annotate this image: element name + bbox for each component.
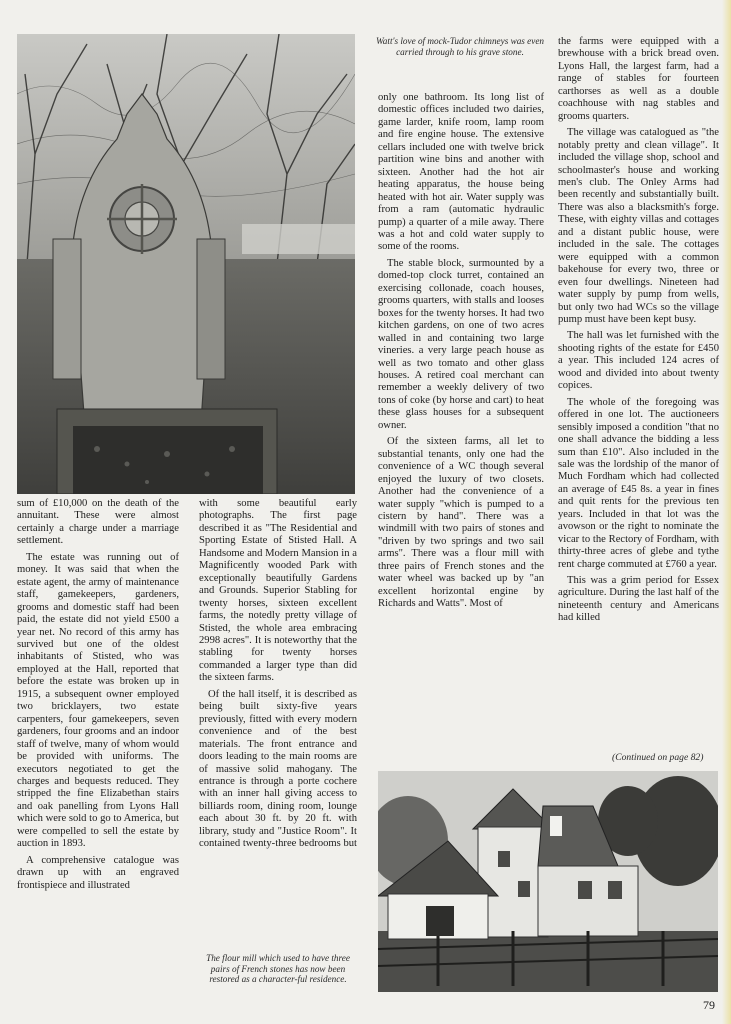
text-column-4 — [558, 36, 719, 625]
paragraph: sum of £10,000 on the death of the annuitant. These were almost certainly a charge under a marriage settlement. — [17, 498, 179, 547]
gravestone-caption: Watt's love of mock-Tudor chimneys was even carried through to his grave stone. — [376, 36, 544, 57]
mill-photo — [378, 771, 718, 992]
paragraph: with some beautiful early photographs. The first page described it as "The Residential and Sporting Estate of Stisted Hall. A Handsome and Modern Mansion in a Magnificently wooded Park with exceptionally beautifully Gardens and Grounds. Superior Stabling for twenty horses, sixteen excellent farms, the notedly pretty village of Stisted, the whole area embracing 2998 acres". It is noteworthy that the stabling for twenty horses commanded a larger type than did the sixteen farms. — [199, 498, 357, 684]
paragraph: The estate was running out of money. It was said that when the estate agent, the army of maintenance staff, gamekeepers, gardeners, grooms and domestic staff had been paid, the estate did not yield £500 a year net. No record of this army has survived but one of the oldest inhabitants of Stisted, who was employed at the Hall, reported that before the estate was broken up in 1915, a subsequent owner employed two bricklayers, two estate carpenters, four gamekeepers, seven gardeners, four grooms and an indoor staff of twelve, many of whom would be provided with uniforms. The executors negotiated to get the charges and bequests reduced. They stripped the fine Elizabethan stairs and oak panelling from Lyons Hall which were sold to go to America, but were compelled to sell the estate by auction in 1893. — [17, 551, 179, 850]
text-column-2 — [199, 498, 357, 851]
paragraph: The stable block, surmounted by a domed-top clock turret, contained an exercising collonade, coach houses, grooms quarters, with stalls and looses boxes for the twenty horses. It had two kitchen gardens, on one of two acres walled in and containing two large vineries. a very large peach house as well as two tomato and other glass houses. A retired coal merchant can remember a weekly delivery of two tons of coke (by horse and cart) to heat these glass houses for a subsequent owner. — [378, 257, 544, 431]
paragraph: The village was catalogued as "the notably pretty and clean village". It included the village shop, school and schoolmaster's house and working men's club. The Onley Arms had been recently and substantially built. There was also a blacksmith's forge. These, with eighty villas and cottages and a distant public house, were included in the sale. The cottages were equipped with a common bakehouse for every two, three or even four dwellings. Nineteen had water supply by pump from wells, but only two had WCs so the village pump must have been kept busy. — [558, 127, 719, 325]
page-number: 79 — [703, 998, 715, 1012]
paragraph: only one bathroom. Its long list of domestic offices included two dairies, game larder, knife room, lamp room and fire engine house. The extensive cellars included one with twelve brick partition wine bins and another with sixteen. Another had the hot air heating apparatus, the house being heated with hot air. Water supply was from a ram (automatic hydraulic pump) a quarter of a mile away. There was a hot and cold water supply to some of the rooms. — [378, 92, 544, 253]
paragraph: the farms were equipped with a brewhouse with a brick bread oven. Lyons Hall, the largest farm, had a range of stables for fourteen carthorses as well as a double coachhouse with nag stables and grooms quarters. — [558, 36, 719, 122]
continued-note: (Continued on page 82) — [612, 752, 704, 763]
paragraph: This was a grim period for Essex agriculture. During the last half of the nineteenth century and Americans had killed — [558, 575, 719, 624]
paragraph: The hall was let furnished with the shooting rights of the estate for £450 a year. This included 124 acres of wood and divided into about twenty copices. — [558, 330, 719, 392]
gravestone-photo — [17, 34, 355, 494]
mill-caption: The flour mill which used to have three pairs of French stones has now been restored as a character-ful residence. — [206, 953, 350, 985]
page-spine-shadow — [722, 0, 731, 1024]
paragraph: Of the hall itself, it is described as being built sixty-five years previously, fitted with every modern convenience and of the best materials. The front entrance and doors leading to the main rooms are of massive solid mahogany. The entrance is through a porte cochere with an inner hall giving access to billiards room, dining room, lounge each about 30 ft. by 20 ft. with library, study and "Justice Room". It contained twenty-three bedrooms but — [199, 688, 357, 850]
text-column-1 — [17, 498, 179, 892]
text-column-3 — [378, 92, 544, 611]
paragraph: A comprehensive catalogue was drawn up with an engraved frontispiece and illustrated — [17, 854, 179, 891]
paragraph: Of the sixteen farms, all let to substantial tenants, only one had the convenience of a WC though several enjoyed the luxury of two closets. Another had the convenience of a water supply "which is pumped to a cistern by hand". There was a windmill with two pairs of stones and "driven by two springs and two sail arms". There was a flour mill with three pairs of French stones and the water wheel was backed up by "an excellent horizontal engine by Richards and Watts". Most of — [378, 436, 544, 610]
paragraph: The whole of the foregoing was offered in one lot. The auctioneers sensibly imposed a condition "that no one shall advance the bidding a less sum than £10". Also included in the sale was the lordship of the manor of Much Fordham which had collected an average of £45 8s. a year in fines and quit rents for the previous ten years. Included in that lot was the avowson or the right to nominate the vicar to the Rectory of Fordham, with thirty-three acres of glebe and tythe rent charge commuted at £760 a year. — [558, 396, 719, 570]
